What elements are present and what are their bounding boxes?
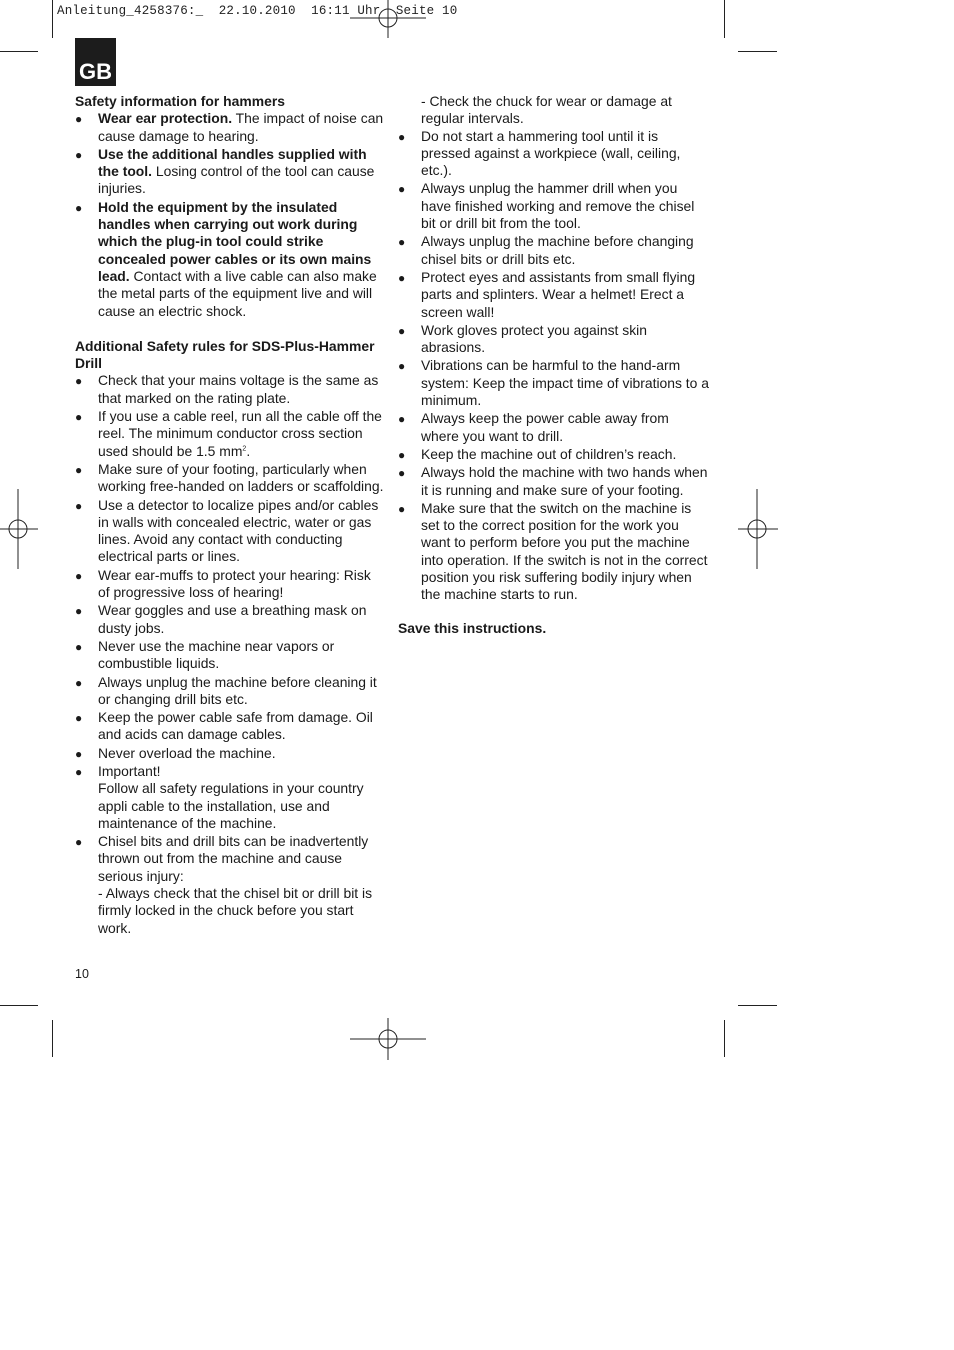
item-text: Wear ear-muffs to protect your hearing: Risk of progressive loss of hearing! <box>98 566 371 601</box>
bullet-icon: ● <box>398 501 406 516</box>
save-instructions-text: Save this instructions. <box>398 619 547 636</box>
item-text: Wear goggles and use a breathing mask on dusty jobs. <box>98 602 367 636</box>
item-text: Losing control of the tool can cause injuries. <box>98 163 375 197</box>
list-item <box>398 410 710 445</box>
spacer <box>75 321 385 338</box>
list-item <box>75 709 385 744</box>
bullet-icon: ● <box>75 711 83 726</box>
list-item <box>398 357 710 409</box>
bullet-icon: ● <box>398 412 406 427</box>
item-text: Keep the power cable safe from damage. Oil and acids can damage cables. <box>98 709 373 743</box>
item-text: Do not start a hammering tool until it is pressed against a workpiece (wall, ceiling, etc.). <box>421 127 681 179</box>
registration-mark-bottom <box>348 1018 428 1060</box>
list-item <box>398 446 710 463</box>
list-item <box>75 199 385 320</box>
crop-mark <box>52 0 53 38</box>
item-text: Work gloves protect you against skin abrasions. <box>421 321 647 356</box>
list-item <box>75 461 385 496</box>
bullet-icon: ● <box>398 182 406 197</box>
bullet-icon: ● <box>398 466 406 481</box>
item-text: Chisel bits and drill bits can be inadvertently thrown out from the machine and cause serious injury: <box>98 833 369 884</box>
item-text: Never overload the machine. <box>98 744 276 761</box>
bullet-icon: ● <box>75 746 83 761</box>
crop-mark <box>738 51 777 52</box>
page-number: 10 <box>75 967 89 981</box>
item-text: Always hold the machine with two hands when it is running and make sure of your footing. <box>421 464 708 498</box>
bullet-icon: ● <box>398 447 406 462</box>
item-text: The impact of noise can cause damage to hearing. <box>98 110 384 144</box>
bullet-icon: ● <box>398 323 406 338</box>
item-extra-text: - Always check that the chisel bit or drill bit is firmly locked in the chuck before you start work. <box>98 885 373 936</box>
item-bold: Use the additional handles supplied with the tool. <box>98 145 367 180</box>
item-text: Contact with a live cable can also make the metal parts of the equipment live and will cause an electric shock. <box>98 267 377 319</box>
item-text: Protect eyes and assistants from small flying parts and splinters. Wear a helmet! Erect a screen wall! <box>421 268 696 320</box>
bullet-icon: ● <box>398 359 406 374</box>
list-item <box>75 497 385 566</box>
item-text: If you use a cable reel, run all the cable off the reel. The minimum conductor cross section used should be 1.5 mm <box>98 408 382 459</box>
list-item <box>398 233 710 268</box>
item-text-end: . <box>246 442 251 459</box>
list-item <box>75 110 385 145</box>
bullet-icon: ● <box>75 147 83 162</box>
item-text: Always unplug the machine before cleaning it or changing drill bits etc. <box>98 673 377 707</box>
crop-mark <box>0 51 38 52</box>
item-text: Make sure of your footing, particularly when working free-handed on ladders or scaffolding. <box>98 460 384 495</box>
list-item <box>398 128 710 180</box>
list-item <box>75 674 385 709</box>
item-text: Always unplug the machine before changing chisel bits or drill bits etc. <box>421 233 694 267</box>
print-slug-line: Anleitung_4258376:_ 22.10.2010 16:11 Uhr Seite 10 <box>57 4 458 18</box>
item-text: Important! <box>98 762 161 779</box>
registration-mark-right <box>736 489 778 569</box>
crop-mark <box>738 1005 777 1006</box>
crop-mark <box>724 0 725 38</box>
item-text: Never use the machine near vapors or combustible liquids. <box>98 637 335 672</box>
section-heading-hammers: Safety information for hammers <box>75 93 285 109</box>
bullet-icon: ● <box>75 675 83 690</box>
bullet-icon: ● <box>398 270 406 285</box>
item-text: Vibrations can be harmful to the hand-arm system: Keep the impact time of vibrations to a minimum. <box>421 357 709 409</box>
list-item <box>75 602 385 637</box>
bullet-icon: ● <box>75 764 83 779</box>
bullet-icon: ● <box>75 835 83 850</box>
bullet-icon: ● <box>75 112 83 127</box>
item-bold: Wear ear protection. <box>98 110 233 127</box>
crop-mark <box>52 1020 53 1057</box>
bullet-icon: ● <box>75 374 83 389</box>
list-item <box>398 500 710 604</box>
section-heading-sds-plus: Additional Safety rules for SDS-Plus-Hammer Drill <box>75 337 375 372</box>
list-item <box>75 763 385 832</box>
bullet-icon: ● <box>75 604 83 619</box>
bullet-icon: ● <box>75 498 83 513</box>
list-item <box>75 745 385 762</box>
bullet-icon: ● <box>75 568 83 583</box>
left-column <box>75 93 385 938</box>
right-safety-list <box>398 128 710 604</box>
list-item <box>75 372 385 407</box>
bullet-icon: ● <box>75 410 83 425</box>
crop-mark <box>724 1020 725 1057</box>
list-item <box>398 464 710 499</box>
bullet-icon: ● <box>398 129 406 144</box>
item-extra-text: Follow all safety regulations in your country appli cable to the installation, use and maintenance of the machine. <box>98 780 364 831</box>
superscript: 2 <box>242 445 247 453</box>
continuation-text: - Check the chuck for wear or damage at regular intervals. <box>421 93 672 127</box>
crop-mark <box>0 1005 38 1006</box>
bullet-icon: ● <box>75 200 83 215</box>
sds-safety-list <box>75 372 385 937</box>
item-text: Check that your mains voltage is the same as that marked on the rating plate. <box>98 372 379 406</box>
bullet-icon: ● <box>75 462 83 477</box>
hammer-safety-list <box>75 110 385 320</box>
item-text: Use a detector to localize pipes and/or cables in walls with concealed electric, water or gas lines. Avoid any contact with conducting electrical parts or lines. <box>98 496 379 565</box>
list-item <box>75 408 385 460</box>
item-text: Always keep the power cable away from where you want to drill. <box>421 410 669 444</box>
bullet-icon: ● <box>75 639 83 654</box>
registration-mark-left <box>0 489 40 569</box>
item-text: Keep the machine out of children’s reach. <box>421 445 677 462</box>
right-column <box>398 93 710 637</box>
bullet-icon: ● <box>398 235 406 250</box>
item-bold: Hold the equipment by the insulated handles when carrying out work during which the plug-in tool could strike concealed power cables or its own mains lead. <box>98 198 372 284</box>
item-text: Always unplug the hammer drill when you have finished working and remove the chisel bit or drill bit from the tool. <box>421 180 695 232</box>
language-tab: GB <box>75 38 116 86</box>
list-item <box>398 180 710 232</box>
registration-mark-top <box>348 0 428 40</box>
item-text: Make sure that the switch on the machine is set to the correct position for the work you want to perform before you put the machine into operation. If the switch is not in the correct position you risk suffering bodily injury when the machine starts to run. <box>421 499 708 603</box>
list-item <box>398 322 710 357</box>
list-item <box>75 567 385 602</box>
list-item <box>75 146 385 198</box>
list-item <box>398 269 710 321</box>
list-item <box>75 833 385 937</box>
list-item <box>75 638 385 673</box>
